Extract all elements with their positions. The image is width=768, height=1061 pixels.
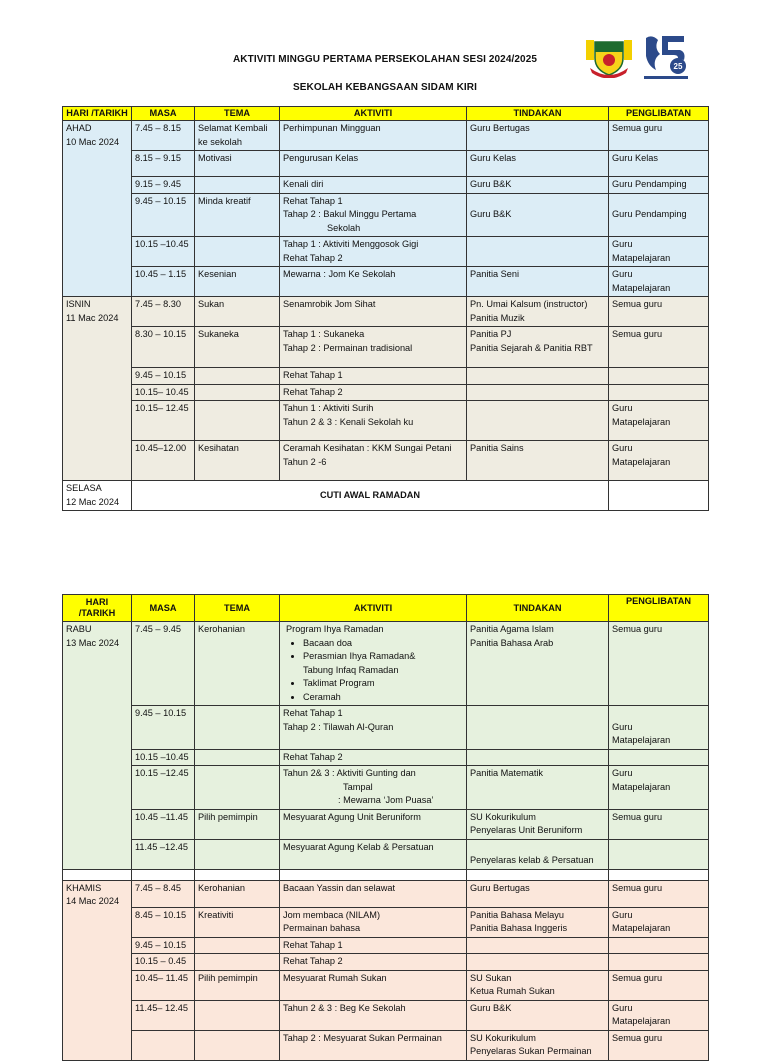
masa-cell: 8.45 – 10.15: [132, 907, 195, 937]
table-row: [63, 237, 709, 267]
day-name: KHAMIS: [66, 882, 102, 893]
col-header-tema: TEMA: [195, 595, 280, 622]
list-item: • Ceramah: [303, 691, 463, 705]
tema-cell: Kerohanian: [195, 880, 280, 907]
masa-cell: 9.15 – 9.45: [132, 177, 195, 194]
penglibatan-cell: Semua guru: [609, 880, 709, 907]
penglibatan-cell: [609, 749, 709, 766]
masa-cell: 9.45 – 10.15: [132, 193, 195, 237]
masa-cell: 10.45 – 1.15: [132, 267, 195, 297]
logo-underline: [644, 76, 688, 79]
day-name: ISNIN: [66, 299, 91, 309]
table-row: [63, 937, 709, 954]
masa-cell: 10.15– 12.45: [132, 401, 195, 441]
col-header-masa: MASA: [132, 595, 195, 622]
penglibatan-cell: Guru Matapelajaran: [609, 401, 709, 441]
tema-cell: [195, 177, 280, 194]
tindakan-cell: [467, 706, 609, 750]
col-header-hari: HARI /TARIKH: [63, 107, 132, 121]
col-header-penglibatan: PENGLIBATAN: [609, 595, 709, 622]
masa-cell: 11.45 –12.45: [132, 839, 195, 869]
tindakan-cell: SU Sukan Ketua Rumah Sukan: [467, 970, 609, 1000]
penglibatan-cell: Guru Matapelajaran: [609, 706, 709, 750]
tindakan-cell: [467, 384, 609, 401]
school-name: SEKOLAH KEBANGSAAN SIDAM KIRI: [292, 82, 478, 93]
masa-cell: 7.45 – 8.15: [132, 121, 195, 151]
table-row: [63, 327, 709, 368]
tindakan-cell: [467, 954, 609, 971]
day-cell-ahad: [63, 121, 132, 297]
table-row: [63, 809, 709, 839]
penglibatan-cell: Semua guru: [609, 121, 709, 151]
table-row: [63, 1030, 709, 1060]
masa-cell: 9.45 – 10.15: [132, 937, 195, 954]
aktiviti-cell: Program Ihya Ramadan • Bacaan doa • Perasmian Ihya Ramadan& Tabung Infaq Ramadan • Taklimat Program • Ceramah: [280, 622, 467, 706]
tema-cell: [195, 237, 280, 267]
aktiviti-cell: Tahap 1 : Sukaneka Tahap 2 : Permainan tradisional: [280, 327, 467, 368]
tindakan-cell: Panitia PJ Panitia Sejarah & Panitia RBT: [467, 327, 609, 368]
penglibatan-cell: Semua guru: [609, 327, 709, 368]
tema-cell: Kerohanian: [195, 622, 280, 706]
tindakan-cell: Penyelaras kelab & Persatuan: [467, 839, 609, 869]
masa-cell: 7.45 – 8.30: [132, 297, 195, 327]
aktiviti-cell: Rehat Tahap 1 Tahap 2 : Tilawah Al-Quran: [280, 706, 467, 750]
col-header-hari: HARI /TARIKH: [63, 595, 132, 622]
masa-cell: 9.45 – 10.15: [132, 706, 195, 750]
aktiviti-cell: Mewarna : Jom Ke Sekolah: [280, 267, 467, 297]
masa-cell: 10.15 –10.45: [132, 749, 195, 766]
aktiviti-cell: Rehat Tahap 1 Tahap 2 : Bakul Minggu Pertama Sekolah: [280, 193, 467, 237]
tema-cell: Selamat Kembali ke sekolah: [195, 121, 280, 151]
day-name: RABU: [66, 624, 92, 634]
masa-cell: 10.15– 10.45: [132, 384, 195, 401]
aktiviti-cell: Tahun 2 & 3 : Beg Ke Sekolah: [280, 1000, 467, 1030]
penglibatan-cell: [609, 839, 709, 869]
tindakan-cell: [467, 937, 609, 954]
table-row: [63, 766, 709, 810]
aktiviti-cell: Tahap 2 : Mesyuarat Sukan Permainan: [280, 1030, 467, 1060]
aktiviti-cell: Tahap 1 : Aktiviti Menggosok Gigi Rehat Tahap 2: [280, 237, 467, 267]
tema-cell: Kreativiti: [195, 907, 280, 937]
tema-cell: [195, 749, 280, 766]
penglibatan-cell: [609, 937, 709, 954]
list-item: • Bacaan doa: [303, 637, 463, 651]
penglibatan-cell: [609, 384, 709, 401]
aktiviti-cell: Jom membaca (NILAM) Permainan bahasa: [280, 907, 467, 937]
masa-cell: 10.45–12.00: [132, 441, 195, 481]
penglibatan-cell: [609, 368, 709, 385]
page-title: AKTIVITI MINGGU PERTAMA PERSEKOLAHAN SESI 2024/2025: [232, 54, 538, 65]
tindakan-cell: Guru Bertugas: [467, 121, 609, 151]
penglibatan-cell: Guru Matapelajaran: [609, 766, 709, 810]
table-row: [63, 749, 709, 766]
masa-cell: 7.45 – 8.45: [132, 880, 195, 907]
holiday-note: CUTI AWAL RAMADAN: [132, 481, 609, 511]
tema-cell: Pilih pemimpin: [195, 809, 280, 839]
aktiviti-cell: Mesyuarat Rumah Sukan: [280, 970, 467, 1000]
tindakan-cell: Guru B&K: [467, 177, 609, 194]
masa-cell: 10.15 – 0.45: [132, 954, 195, 971]
aktiviti-cell: Perhimpunan Mingguan: [280, 121, 467, 151]
tindakan-cell: Panitia Bahasa Melayu Panitia Bahasa Inggeris: [467, 907, 609, 937]
tindakan-cell: SU Kokurikulum Penyelaras Sukan Permainan: [467, 1030, 609, 1060]
col-header-tindakan: TINDAKAN: [467, 595, 609, 622]
tema-cell: [195, 766, 280, 810]
table-row: [63, 401, 709, 441]
masa-cell: 7.45 – 9.45: [132, 622, 195, 706]
col-header-masa: MASA: [132, 107, 195, 121]
table-row: [63, 297, 709, 327]
penglibatan-cell: Guru Matapelajaran: [609, 267, 709, 297]
col-header-aktiviti: AKTIVITI: [280, 595, 467, 622]
day-date: 12 Mac 2024: [66, 496, 120, 507]
aktiviti-cell: Senamrobik Jom Sihat: [280, 297, 467, 327]
penglibatan-cell: Semua guru: [609, 1030, 709, 1060]
aktiviti-cell: Mesyuarat Agung Kelab & Persatuan: [280, 839, 467, 869]
list-item: • Perasmian Ihya Ramadan& Tabung Infaq Ramadan: [303, 650, 463, 677]
tema-cell: Kesihatan: [195, 441, 280, 481]
penglibatan-cell: Guru Kelas: [609, 151, 709, 177]
tema-cell: [195, 1000, 280, 1030]
masa-cell: 10.15 –12.45: [132, 766, 195, 810]
day-cell-khamis: [63, 880, 132, 1060]
masa-cell: 10.45 –11.45: [132, 809, 195, 839]
penglibatan-cell: [609, 954, 709, 971]
tema-cell: Motivasi: [195, 151, 280, 177]
day-date: 13 Mac 2024: [66, 637, 120, 648]
day-name: SELASA: [66, 483, 102, 493]
tindakan-cell: Guru B&K: [467, 1000, 609, 1030]
table-row: [63, 441, 709, 481]
tema-cell: Pilih pemimpin: [195, 970, 280, 1000]
tema-cell: [195, 384, 280, 401]
tema-cell: [195, 706, 280, 750]
penglibatan-cell: Guru Pendamping: [609, 193, 709, 237]
table-row: [63, 151, 709, 177]
tindakan-cell: Panitia Seni: [467, 267, 609, 297]
aktiviti-cell: Pengurusan Kelas: [280, 151, 467, 177]
tindakan-cell: [467, 401, 609, 441]
table-row: [63, 970, 709, 1000]
table-row: [63, 907, 709, 937]
penglibatan-cell: Semua guru: [609, 622, 709, 706]
table-row: [63, 177, 709, 194]
tema-cell: Minda kreatif: [195, 193, 280, 237]
tindakan-cell: Guru B&K: [467, 193, 609, 237]
masa-cell: 9.45 – 10.15: [132, 368, 195, 385]
tema-cell: [195, 937, 280, 954]
table-row: [63, 622, 709, 706]
table-row: [63, 384, 709, 401]
penglibatan-cell: Guru Pendamping: [609, 177, 709, 194]
aktiviti-bullet-list: [283, 637, 463, 705]
col-header-tindakan: TINDAKAN: [467, 107, 609, 121]
day-cell-selasa: [63, 481, 132, 511]
day-name: AHAD: [66, 123, 92, 133]
tindakan-cell: Guru Kelas: [467, 151, 609, 177]
day-date: 11 Mac 2024: [66, 312, 119, 323]
schedule-table-2: [62, 594, 709, 1061]
table-row: [63, 1000, 709, 1030]
masa-cell: 10.45– 11.45: [132, 970, 195, 1000]
day-cell-isnin: [63, 297, 132, 481]
table-row: [63, 193, 709, 237]
penglibatan-cell: Semua guru: [609, 809, 709, 839]
tindakan-cell: SU Kokurikulum Penyelaras Unit Beruniform: [467, 809, 609, 839]
schedule-table-1: [62, 106, 709, 511]
tindakan-cell: Panitia Agama Islam Panitia Bahasa Arab: [467, 622, 609, 706]
aktiviti-cell: Kenali diri: [280, 177, 467, 194]
table-row-spacer: [63, 869, 709, 880]
penglibatan-cell: Guru Matapelajaran: [609, 907, 709, 937]
tindakan-cell: [467, 237, 609, 267]
tema-cell: Kesenian: [195, 267, 280, 297]
aktiviti-cell: Rehat Tahap 2: [280, 749, 467, 766]
day-date: 14 Mac 2024: [66, 896, 120, 906]
tema-cell: [195, 1030, 280, 1060]
tindakan-cell: Panitia Sains: [467, 441, 609, 481]
col-header-penglibatan: PENGLIBATAN: [609, 107, 709, 121]
tema-cell: [195, 368, 280, 385]
day-date: 10 Mac 2024: [66, 136, 120, 147]
table-row: [63, 706, 709, 750]
penglibatan-cell: Guru Matapelajaran: [609, 237, 709, 267]
aktiviti-cell: Tahun 1 : Aktiviti Surih Tahun 2 & 3 : Kenali Sekolah ku: [280, 401, 467, 441]
tema-cell: Sukaneka: [195, 327, 280, 368]
penglibatan-cell: Guru Matapelajaran: [609, 1000, 709, 1030]
masa-cell: 10.15 –10.45: [132, 237, 195, 267]
tindakan-cell: [467, 368, 609, 385]
table-row: [63, 880, 709, 907]
tema-cell: Sukan: [195, 297, 280, 327]
table-row: [63, 481, 709, 511]
table-row: [63, 267, 709, 297]
day-cell-rabu: [63, 622, 132, 870]
list-item: • Taklimat Program: [303, 677, 463, 691]
aktiviti-cell: Mesyuarat Agung Unit Beruniform: [280, 809, 467, 839]
tema-cell: [195, 839, 280, 869]
tindakan-cell: Guru Bertugas: [467, 880, 609, 907]
penglibatan-cell: Semua guru: [609, 297, 709, 327]
table-row: [63, 368, 709, 385]
masa-cell: [132, 1030, 195, 1060]
penglibatan-cell: Semua guru: [609, 970, 709, 1000]
aktiviti-cell: Rehat Tahap 1: [280, 937, 467, 954]
table-row: [63, 121, 709, 151]
tindakan-cell: Pn. Umai Kalsum (instructor) Panitia Muzik: [467, 297, 609, 327]
col-header-aktiviti: AKTIVITI: [280, 107, 467, 121]
aktiviti-cell: Tahun 2& 3 : Aktiviti Gunting dan Tampal : Mewarna ‘Jom Puasa’: [280, 766, 467, 810]
masa-cell: 8.30 – 10.15: [132, 327, 195, 368]
penglibatan-cell: [609, 481, 709, 511]
masa-cell: 11.45– 12.45: [132, 1000, 195, 1030]
tindakan-cell: Panitia Matematik: [467, 766, 609, 810]
anniversary-25-logo-icon: [644, 34, 688, 76]
masa-cell: 8.15 – 9.15: [132, 151, 195, 177]
tindakan-cell: [467, 749, 609, 766]
tema-cell: [195, 954, 280, 971]
tema-cell: [195, 401, 280, 441]
logo-25-text: 25: [673, 62, 683, 71]
aktiviti-cell: Rehat Tahap 2: [280, 954, 467, 971]
col-header-tema: TEMA: [195, 107, 280, 121]
aktiviti-cell: Rehat Tahap 1: [280, 368, 467, 385]
aktiviti-cell: Bacaan Yassin dan selawat: [280, 880, 467, 907]
penglibatan-cell: Guru Matapelajaran: [609, 441, 709, 481]
school-crest-icon: [586, 38, 632, 78]
table-row: [63, 839, 709, 869]
table-row: [63, 954, 709, 971]
aktiviti-cell: Ceramah Kesihatan : KKM Sungai Petani Tahun 2 -6: [280, 441, 467, 481]
aktiviti-cell: Rehat Tahap 2: [280, 384, 467, 401]
